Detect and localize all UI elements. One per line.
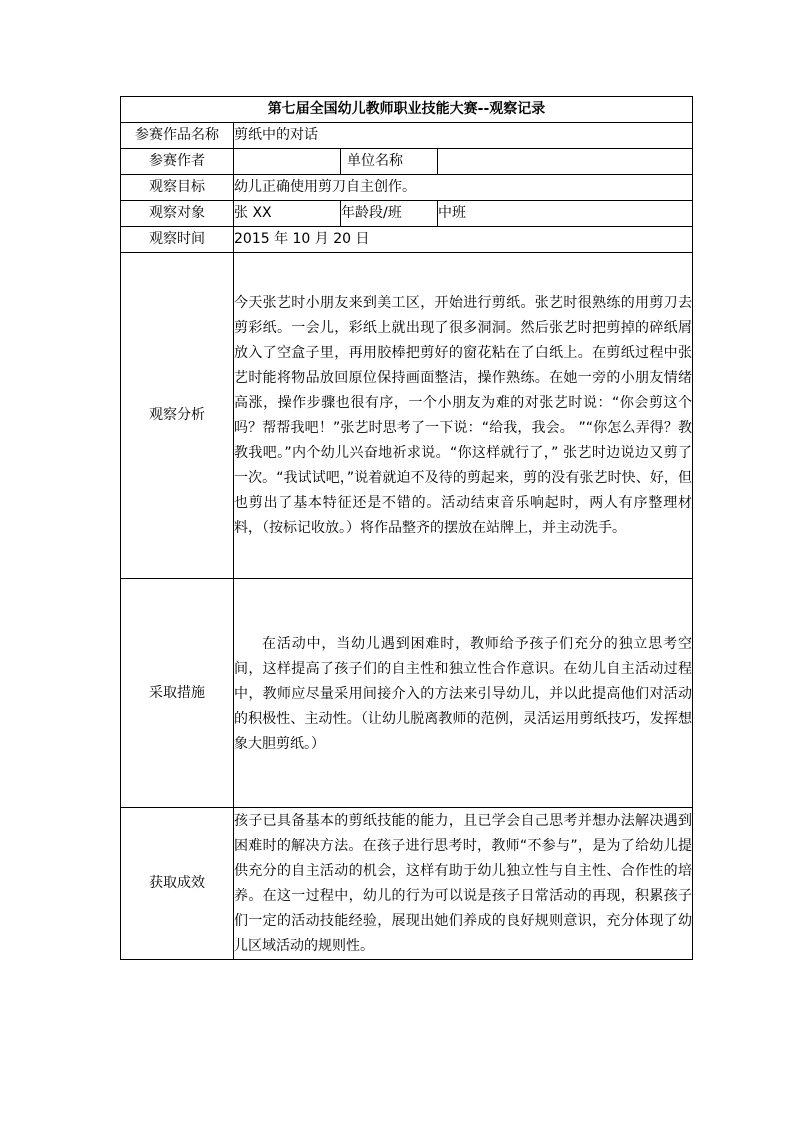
analysis-cell xyxy=(234,253,693,579)
subject-label: 观察对象 xyxy=(121,201,234,227)
observation-record-table xyxy=(120,96,693,960)
goal-label: 观察目标 xyxy=(121,175,234,201)
analysis-label: 观察分析 xyxy=(121,253,234,579)
analysis-row xyxy=(121,253,693,579)
results-row xyxy=(121,808,693,960)
measures-text: 在活动中，当幼儿遇到困难时，教师给予孩子们充分的独立思考空间，这样提高了孩子们的自主性和独立性合作意识。在幼儿自主活动过程中，教师应尽量采用间接介入的方法来引导幼儿，并以此提高他们对活动的积极性、主动性。（让幼儿脱离教师的范例，灵活运用剪纸技巧，发挥想象大胆剪纸。） xyxy=(234,635,692,752)
time-value: 2015 年 10 月 20 日 xyxy=(234,227,693,253)
subject-value: 张 XX xyxy=(234,201,341,227)
results-text: 孩子已具备基本的剪纸技能的能力，且已学会自己思考并想办法解决遇到困难时的解决方法。在孩子进行思考时，教师“不参与”，是为了给幼儿提供充分的自主活动的机会，这样有助于幼儿独立性与自主性、合作性的培养。在这一过程中，幼儿的行为可以说是孩子日常活动的再现，积累孩子们一定的活动技能经验，展现出她们养成的良好规则意识，充分体现了幼儿区域活动的规则性。 xyxy=(234,812,692,954)
results-cell xyxy=(234,808,693,960)
author-row xyxy=(121,149,693,175)
subject-row xyxy=(121,201,693,227)
title-row xyxy=(121,97,693,123)
time-row xyxy=(121,227,693,253)
measures-row xyxy=(121,579,693,808)
age-label: 年龄段/班 xyxy=(341,201,438,227)
goal-row xyxy=(121,175,693,201)
goal-value: 幼儿正确使用剪刀自主创作。 xyxy=(234,175,693,201)
time-label: 观察时间 xyxy=(121,227,234,253)
document-title: 第七届全国幼儿教师职业技能大赛--观察记录 xyxy=(121,97,693,123)
analysis-text: 今天张艺时小朋友来到美工区，开始进行剪纸。张艺时很熟练的用剪刀去剪彩纸。一会儿，彩纸上就出现了很多洞洞。然后张艺时把剪掉的碎纸屑放入了空盒子里，再用胶棒把剪好的窗花粘在了白纸上。在剪纸过程中张艺时能将物品放回原位保持画面整洁，操作熟练。在她一旁的小朋友情绪高涨，操作步骤也很有序，一个小朋友为难的对张艺时说：“你会剪这个吗？帮帮我吧！”张艺时思考了一下说：“给我，我会。 ”“你怎么弄得？教教我吧。”内个幼儿兴奋地祈求说。“你这样就行了，” 张艺时边说边又剪了一次。“我试试吧，”说着就迫不及待的剪起来，剪的没有张艺时快、好，但也剪出了基本特征还是不错的。活动结束音乐响起时，两人有序整理材料，（按标记收放。）将作品整齐的摆放在站牌上，并主动洗手。 xyxy=(234,294,692,536)
age-value: 中班 xyxy=(438,201,693,227)
work-name-label: 参赛作品名称 xyxy=(121,123,234,149)
unit-label: 单位名称 xyxy=(341,149,438,175)
measures-cell xyxy=(234,579,693,808)
author-value xyxy=(234,149,341,175)
work-name-row xyxy=(121,123,693,149)
results-label: 获取成效 xyxy=(121,808,234,960)
work-name-value: 剪纸中的对话 xyxy=(234,123,693,149)
unit-value xyxy=(438,149,693,175)
measures-label: 采取措施 xyxy=(121,579,234,808)
author-label: 参赛作者 xyxy=(121,149,234,175)
